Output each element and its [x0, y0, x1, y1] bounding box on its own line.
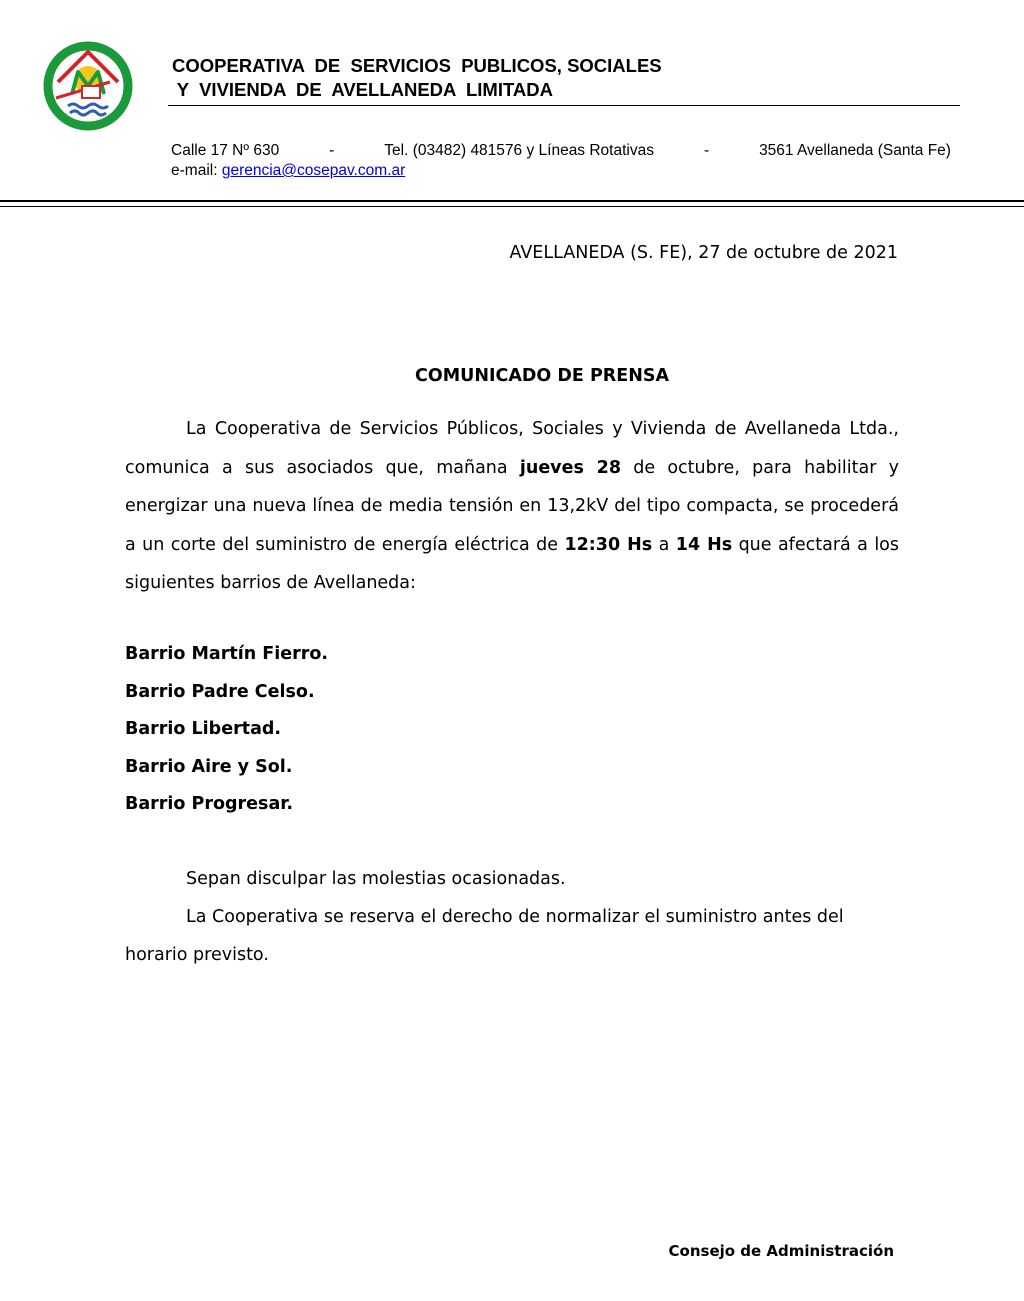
body-text-1: La Cooperativa de Servicios Públicos, Sociales y Vivienda de Avellaneda Ltda., comunica a sus asociados que, mañana	[125, 419, 899, 478]
separator: -	[329, 142, 335, 159]
email-row	[171, 161, 951, 181]
contact-line	[171, 141, 951, 161]
separator: -	[703, 142, 710, 159]
organization-name	[172, 54, 662, 102]
closing-apology: Sepan disculpar las molestias ocasionadas.	[186, 869, 566, 889]
body-text-3: a	[652, 534, 676, 555]
body-start-time: 12:30 Hs	[564, 534, 653, 555]
email-link[interactable]: gerencia@cosepav.com.ar	[221, 162, 406, 179]
body-text-4: que afectará a los siguientes barrios de Avellaneda:	[125, 534, 900, 593]
contact-info	[171, 141, 951, 181]
list-item: Barrio Aire y Sol.	[125, 756, 293, 777]
list-item: Barrio Progresar.	[125, 794, 294, 814]
page-divider-thin	[0, 206, 1024, 207]
announcement-body	[125, 410, 899, 603]
announcement-paragraph	[125, 410, 899, 603]
closing-text	[125, 860, 899, 974]
page-divider-thick	[0, 200, 1024, 202]
list-item: Barrio Libertad.	[125, 719, 282, 739]
document-date: AVELLANEDA (S. FE), 27 de octubre de 2021	[509, 243, 898, 263]
header-divider	[168, 105, 960, 106]
list-item: Barrio Padre Celso.	[125, 681, 315, 702]
email-label: e-mail:	[171, 162, 222, 179]
organization-name-line1: COOPERATIVA DE SERVICIOS PUBLICOS, SOCIALES	[172, 55, 662, 76]
cooperative-logo-icon	[40, 38, 136, 134]
page-title: COMUNICADO DE PRENSA	[414, 366, 669, 386]
address: Calle 17 Nº 630	[171, 142, 280, 159]
body-end-time: 14 Hs	[675, 534, 733, 555]
city: 3561 Avellaneda (Santa Fe)	[759, 142, 951, 159]
organization-name-line2: Y VIVIENDA DE AVELLANEDA LIMITADA	[172, 79, 553, 100]
body-day: jueves 28	[519, 457, 621, 478]
phone: Tel. (03482) 481576 y Líneas Rotativas	[384, 142, 654, 159]
closing-notice: La Cooperativa se reserva el derecho de normalizar el suministro antes del horario previsto.	[125, 907, 844, 965]
list-item: Barrio Martín Fierro.	[125, 644, 329, 664]
body-text-2: de octubre, para habilitar y energizar una nueva línea de media tensión en 13,2kV del tipo compacta, se procederá a un corte del suministro de energía eléctrica de	[125, 457, 899, 555]
barrios-list	[125, 636, 328, 824]
signature: Consejo de Administración	[668, 1242, 894, 1260]
